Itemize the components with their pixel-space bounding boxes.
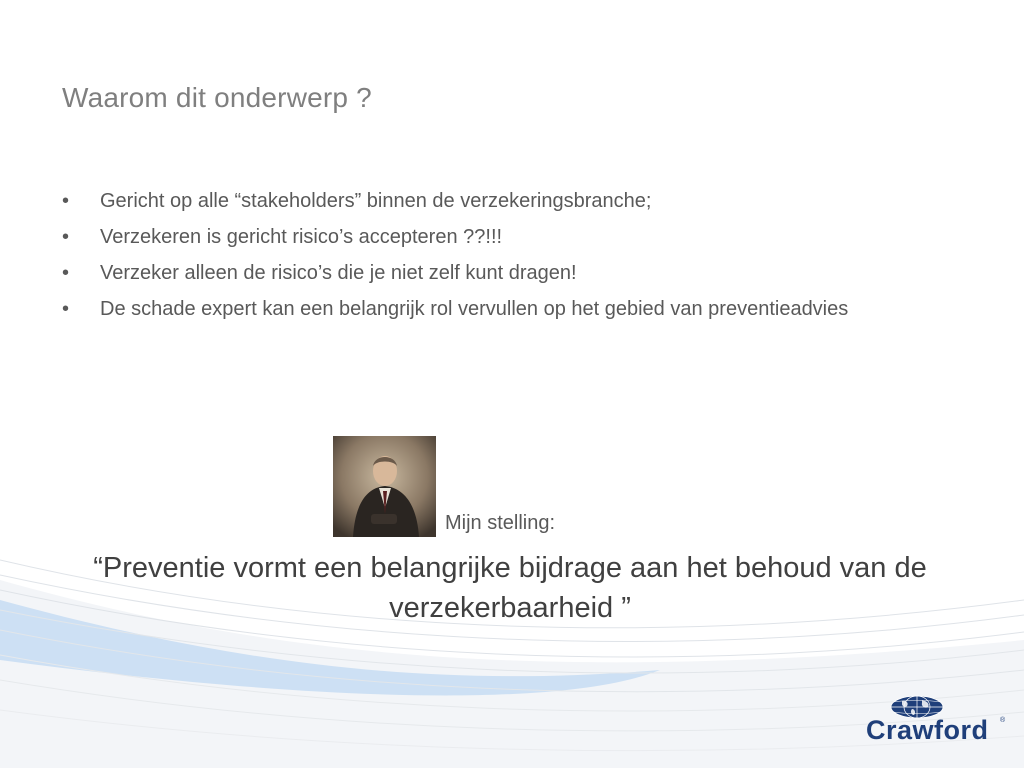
bullet-marker: •: [62, 226, 70, 248]
speaker-photo: [333, 436, 436, 537]
bullet-item: [62, 258, 892, 288]
bullet-list: [62, 186, 892, 330]
statement-label: Mijn stelling:: [445, 512, 556, 534]
crawford-logo: [866, 695, 1006, 747]
bullet-marker: •: [62, 298, 70, 320]
bullet-item: [62, 294, 892, 324]
slide-title: Waarom dit onderwerp ?: [62, 82, 372, 113]
bullet-item: [62, 222, 892, 252]
bullet-item: [62, 186, 892, 216]
bullet-marker: •: [62, 190, 70, 212]
bullet-marker: •: [62, 262, 70, 284]
bullet-text: Verzekeren is gericht risico’s accepteren ??!!!: [100, 226, 503, 248]
bullet-text: De schade expert kan een belangrijk rol vervullen op het gebied van preventieadvies: [100, 298, 849, 320]
logo-trademark: ®: [1000, 717, 1006, 724]
bullet-text: Verzeker alleen de risico’s die je niet zelf kunt dragen!: [100, 262, 577, 284]
bullet-text: Gericht op alle “stakeholders” binnen de verzekeringsbranche;: [100, 190, 652, 212]
logo-wordmark: Crawford: [866, 715, 989, 745]
statement-quote: “Preventie vormt een belangrijke bijdrage aan het behoud van de verzekerbaarheid ”: [93, 552, 927, 624]
